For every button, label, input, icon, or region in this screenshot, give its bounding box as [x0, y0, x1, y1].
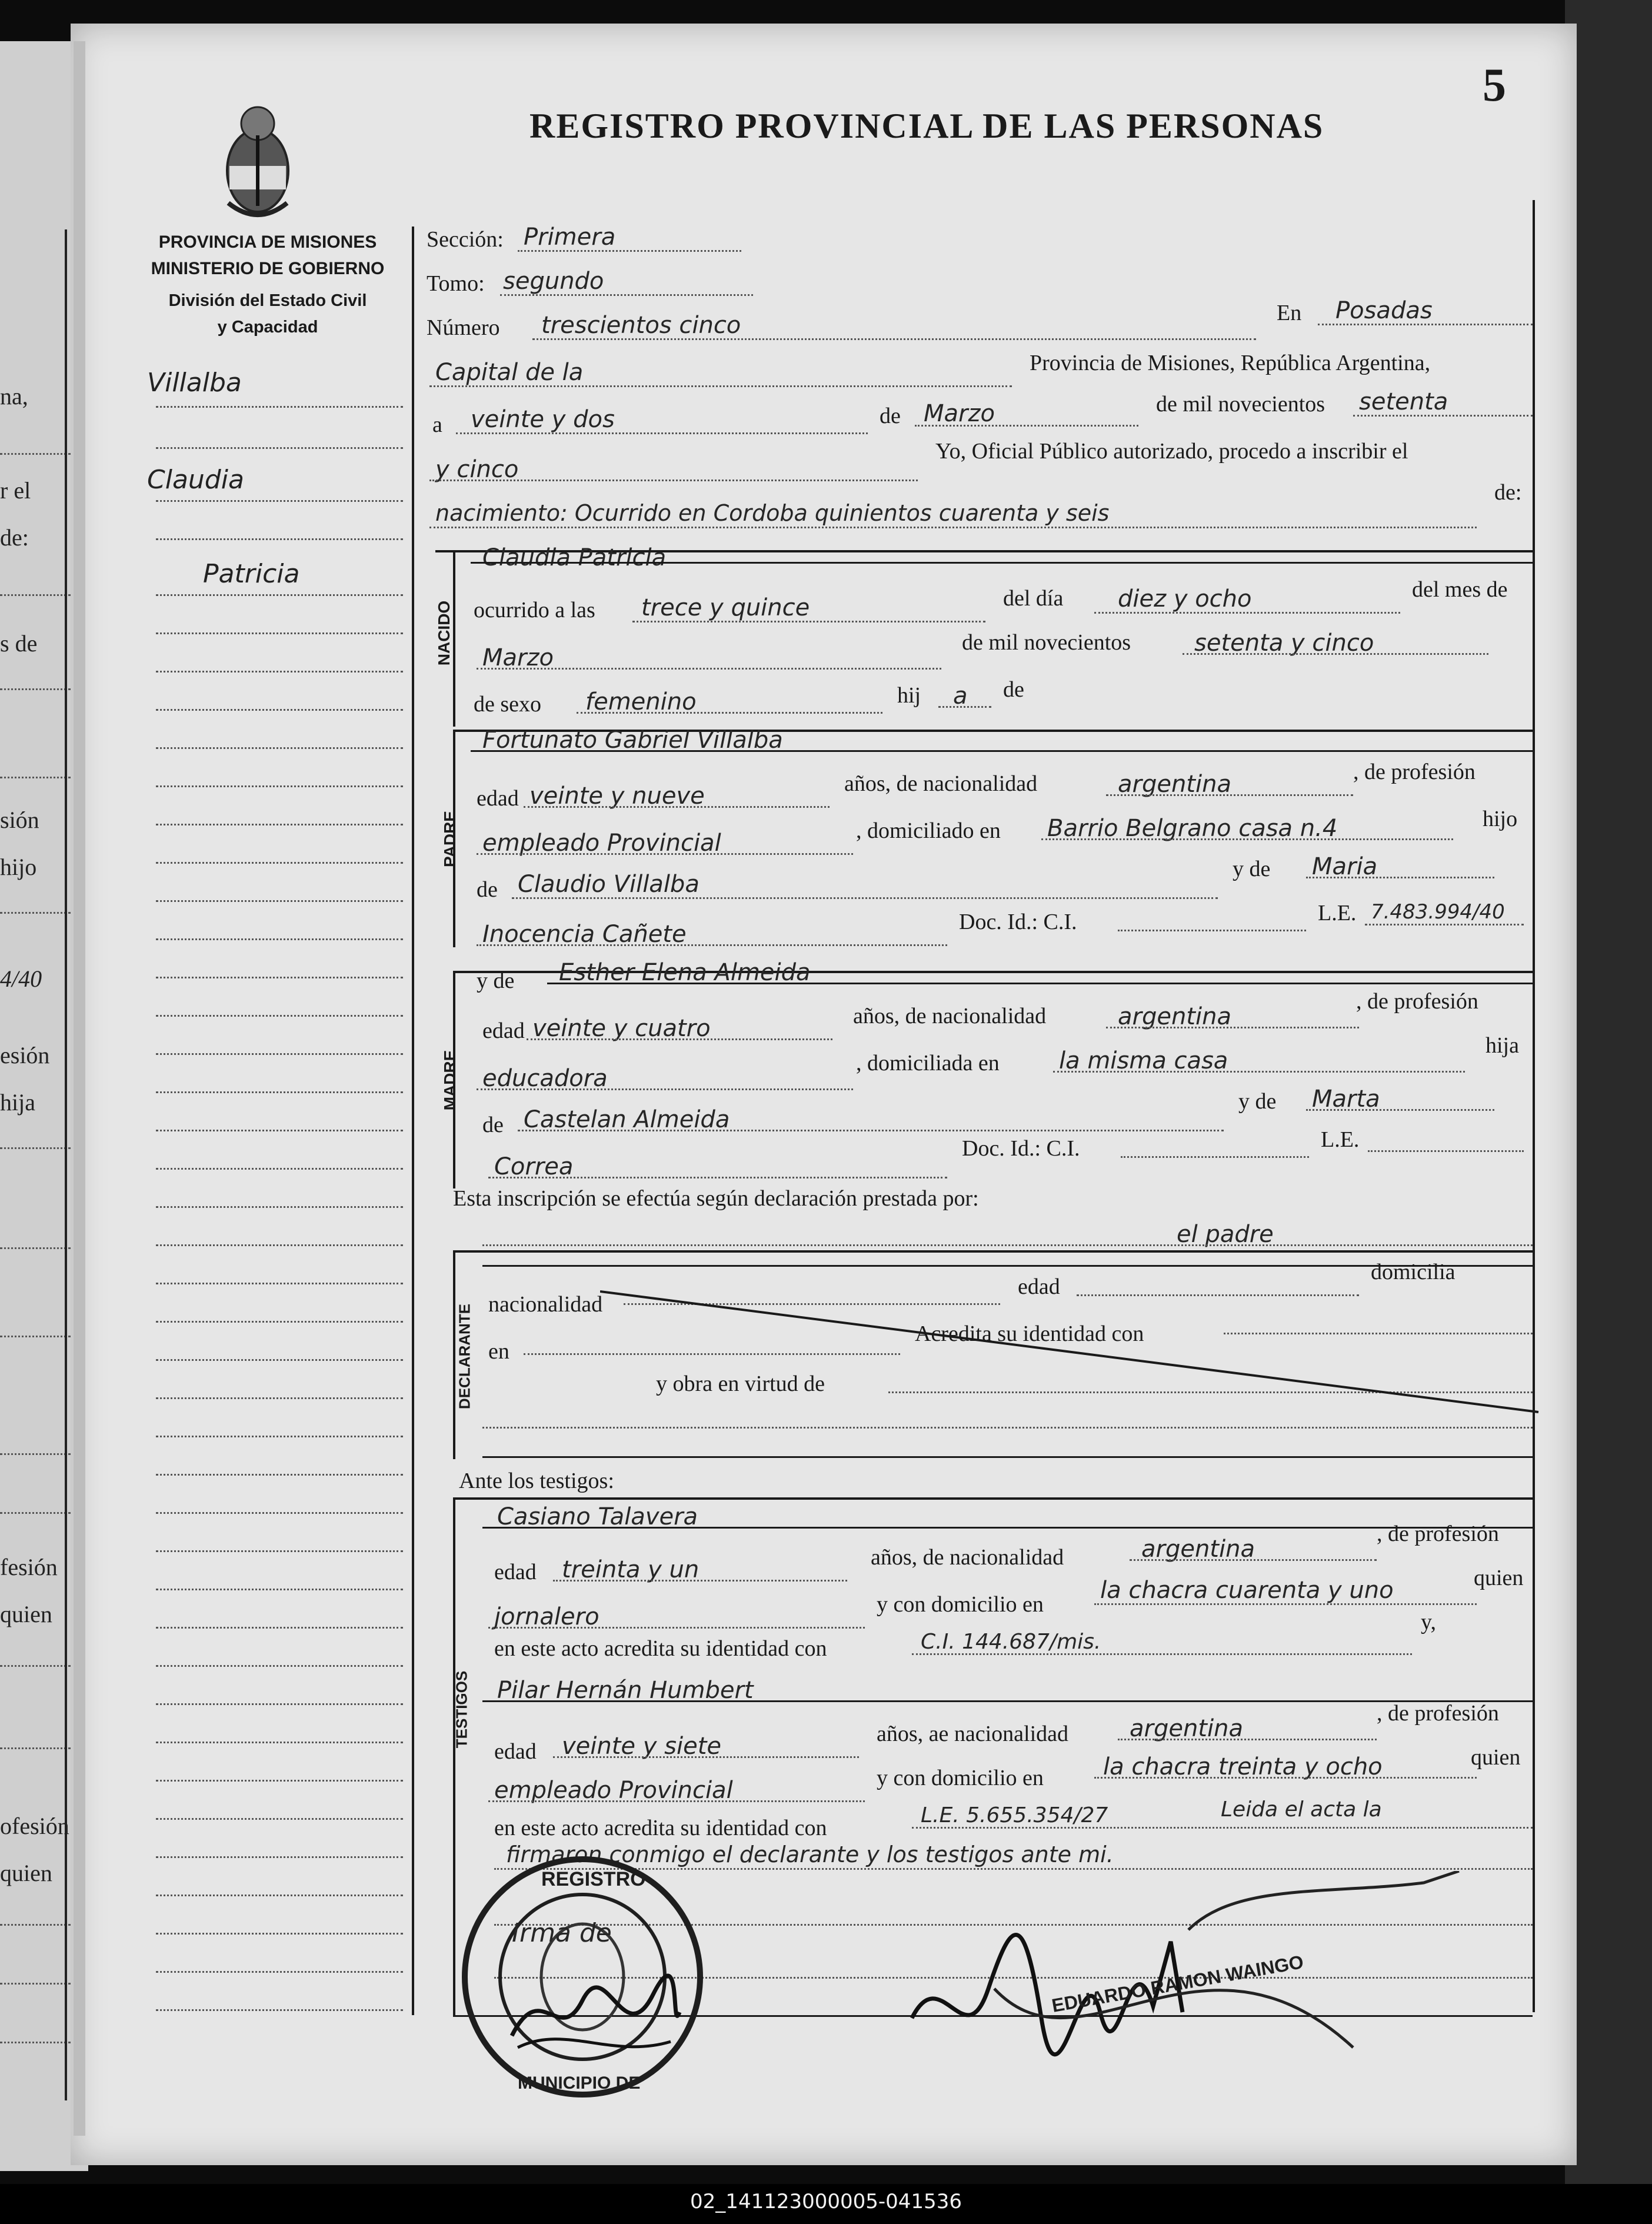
nacido-anio-value: setenta y cinco — [1194, 630, 1374, 657]
del-dia-label: del día — [1003, 586, 1064, 611]
testigo2-acredita-label: en este acto acredita su identidad con — [494, 1816, 827, 1840]
madre-section-label: MADRE — [441, 1050, 459, 1111]
declaracion-label: Esta inscripción se efectúa según declaración prestada por: — [453, 1186, 979, 1211]
testigo1-prof-label: , de profesión — [1377, 1521, 1499, 1546]
madre-prof: educadora — [482, 1065, 608, 1092]
testigo2-nac-label: años, ae nacionalidad — [877, 1722, 1069, 1746]
margin-surname: Villalba — [147, 368, 242, 398]
testigo1-nac: argentina — [1141, 1536, 1255, 1563]
testigo2-nac: argentina — [1130, 1715, 1243, 1742]
left-fragment: quien — [0, 1860, 52, 1886]
testigo1-prof: jornalero — [494, 1603, 599, 1630]
hija-label: hija — [1486, 1033, 1519, 1058]
left-fragment: 4/40 — [0, 965, 42, 992]
image-identifier: 02_141123000005-041536 — [690, 2190, 962, 2213]
testigo2-prof: empleado Provincial — [494, 1777, 733, 1804]
testigo1-nombre: Casiano Talavera — [497, 1503, 698, 1530]
testigos-section-label: TESTIGOS — [452, 1670, 471, 1749]
nacimiento-value: nacimiento: Ocurrido en Cordoba quinientos cuarenta y seis — [435, 500, 1110, 526]
madre-nac-label: años, de nacionalidad — [853, 1004, 1047, 1028]
left-fragment: fesión — [0, 1554, 58, 1580]
nacido-section-label: NACIDO — [435, 600, 453, 666]
left-fragment: s de — [0, 630, 38, 657]
official-signature — [906, 1871, 1471, 2095]
madre-edad: veinte y cuatro — [532, 1015, 711, 1042]
dia-value: veinte y dos — [471, 406, 615, 433]
ciudad-value: Capital de la — [435, 359, 584, 386]
declarante-section-label: DECLARANTE — [455, 1303, 474, 1410]
authority-line: División del Estado Civil — [168, 291, 367, 310]
seal-bottom-text: MUNICIPIO DE — [518, 2073, 641, 2093]
margin-divider — [412, 227, 414, 2015]
anio-value-2: y cinco — [435, 456, 519, 483]
a-label: a — [432, 412, 442, 437]
seccion-label: Sección: — [427, 227, 504, 252]
testigo1-nac-label: años, de nacionalidad — [871, 1545, 1064, 1570]
numero-label: Número — [427, 315, 500, 340]
padre-doc-label: Doc. Id.: C.I. — [959, 910, 1077, 934]
madre-nac: argentina — [1118, 1003, 1231, 1030]
testigo2-doc: L.E. 5.655.354/27 — [921, 1803, 1108, 1827]
page-gutter — [74, 41, 85, 2136]
testigo1-quien-label: quien — [1474, 1566, 1524, 1590]
left-fragment: quien — [0, 1601, 52, 1627]
anio-label: de mil novecientos — [1156, 392, 1325, 417]
page-number: 5 — [1483, 59, 1506, 111]
document-title: REGISTRO PROVINCIAL DE LAS PERSONAS — [529, 106, 1324, 145]
oficial-text: Yo, Oficial Público autorizado, procedo a inscribir el — [935, 439, 1408, 464]
madre-prof-label: , de profesión — [1356, 989, 1478, 1014]
right-border — [1533, 200, 1535, 2012]
padre-edad-label: edad — [477, 786, 519, 811]
coat-of-arms-icon — [217, 100, 299, 229]
padre-edad: veinte y nueve — [529, 783, 705, 810]
anio-value: setenta — [1359, 388, 1448, 415]
tomo-label: Tomo: — [427, 271, 485, 296]
padre-nac-label: años, de nacionalidad — [844, 771, 1038, 796]
del-mes-label: del mes de — [1412, 577, 1508, 602]
testigo1-acredita-label: en este acto acredita su identidad con — [494, 1636, 827, 1661]
y-label: y, — [1421, 1610, 1437, 1634]
left-fragment: esión — [0, 1042, 50, 1068]
sexo-label: de sexo — [474, 692, 542, 717]
left-fragment: na, — [0, 383, 28, 409]
testigo2-nombre: Pilar Hernán Humbert — [497, 1677, 754, 1704]
madre-domicilio-label: , domiciliada en — [856, 1051, 1000, 1076]
padre-le-label: L.E. — [1318, 901, 1357, 925]
padre-domicilio: Barrio Belgrano casa n.4 — [1047, 815, 1338, 842]
hij-label: hij — [897, 683, 921, 708]
authority-line: y Capacidad — [217, 318, 318, 337]
mes-value: Marzo — [924, 400, 995, 427]
provincia-text: Provincia de Misiones, República Argentina, — [1030, 351, 1431, 375]
padre-le: 7.483.994/40 — [1371, 900, 1505, 924]
de-label: de — [880, 404, 901, 428]
left-fragment: sión — [0, 807, 39, 833]
testigo2-edad: veinte y siete — [562, 1733, 721, 1760]
seccion-value: Primera — [524, 224, 616, 251]
testigo2-edad-label: edad — [494, 1739, 537, 1764]
nacido-nombre: Claudia Patricia — [482, 544, 667, 571]
margin-name: Claudia — [147, 465, 244, 495]
padre-y-de-label: y de — [1233, 857, 1271, 881]
en-label: En — [1277, 301, 1302, 325]
madre-domicilio: la misma casa — [1059, 1047, 1228, 1074]
hij-value: a — [953, 682, 968, 710]
testigo2-domicilio-label: y con domicilio en — [877, 1766, 1044, 1790]
testigo1-domicilio-label: y con domicilio en — [877, 1592, 1044, 1617]
authority-line: MINISTERIO DE GOBIERNO — [151, 259, 385, 278]
declarante-acredita-label: Acredita su identidad con — [915, 1321, 1144, 1346]
nacido-mes-value: Marzo — [482, 644, 554, 671]
tomo-value: segundo — [503, 268, 604, 295]
madre-edad-label: edad — [482, 1018, 525, 1043]
padre-nac: argentina — [1118, 771, 1231, 798]
declaracion-value: el padre — [1177, 1221, 1274, 1248]
padre-nombre: Fortunato Gabriel Villalba — [482, 727, 783, 754]
authority-line: PROVINCIA DE MISIONES — [158, 232, 377, 252]
madre-madre: Marta — [1312, 1086, 1380, 1113]
testigo1-edad: treinta y un — [562, 1556, 700, 1583]
declarante-nacionalidad-label: nacionalidad — [488, 1292, 603, 1317]
madre-doc-label: Doc. Id.: C.I. — [962, 1136, 1080, 1161]
de-label-2: de: — [1494, 480, 1522, 505]
madre-madre-2: Correa — [494, 1153, 574, 1180]
madre-nombre: Esther Elena Almeida — [559, 959, 811, 986]
padre-prof: empleado Provincial — [482, 830, 721, 857]
signature-label: Irma de — [512, 1918, 612, 1948]
official-stamp-name: EDUARDO RAMON WAINGO — [1050, 1951, 1305, 2016]
testigo2-domicilio: la chacra treinta y ocho — [1103, 1753, 1383, 1780]
padre-de-label: de — [477, 877, 498, 902]
testigo2-prof-label: , de profesión — [1377, 1701, 1499, 1726]
testigo1-domicilio: la chacra cuarenta y uno — [1100, 1577, 1394, 1604]
padre-madre: Maria — [1312, 853, 1378, 880]
left-fragment: hija — [0, 1089, 35, 1116]
madre-padre: Castelan Almeida — [524, 1106, 730, 1133]
numero-value: trescientos cinco — [541, 312, 741, 339]
ante-testigos-label: Ante los testigos: — [459, 1469, 614, 1493]
en-value: Posadas — [1335, 297, 1433, 324]
seal-text: REGISTRO — [541, 1868, 646, 1890]
madre-y-de-label: y de — [1238, 1089, 1277, 1114]
nacido-anio-label: de mil novecientos — [962, 630, 1131, 655]
cancel-strike-line — [600, 1286, 1541, 1421]
declarante-en-label: en — [488, 1339, 509, 1364]
testigo2-quien-label: quien — [1471, 1745, 1521, 1770]
padre-section-label: PADRE — [441, 811, 459, 867]
padre-domicilio-label: , domiciliado en — [856, 818, 1001, 843]
nacido-dia-value: diez y ocho — [1118, 585, 1252, 612]
madre-de-label: de — [482, 1113, 504, 1137]
testigo1-doc: C.I. 144.687/mis. — [921, 1630, 1101, 1654]
left-fragment: hijo — [0, 854, 37, 880]
hijo-label: hijo — [1483, 807, 1518, 831]
padre-madre-2: Inocencia Cañete — [482, 921, 687, 948]
madre-le-label: L.E. — [1321, 1127, 1360, 1152]
padre-padre: Claudio Villalba — [518, 871, 700, 898]
padre-prof-label: , de profesión — [1353, 760, 1476, 784]
left-page-border — [65, 229, 67, 2100]
hora-value: trece y quince — [641, 594, 810, 621]
sexo-value: femenino — [585, 688, 697, 715]
declarante-obra-label: y obra en virtud de — [656, 1371, 825, 1396]
madre-y-de-label: y de — [477, 968, 515, 993]
margin-name-2: Patricia — [203, 559, 300, 589]
page-edge-shadow — [1565, 0, 1652, 2189]
declarante-domicilia-label: domicilia — [1371, 1260, 1456, 1284]
ocurrido-label: ocurrido a las — [474, 598, 595, 622]
nacido-de-label: de — [1003, 677, 1024, 702]
testigo1-edad-label: edad — [494, 1560, 537, 1584]
left-fragment: de: — [0, 524, 29, 551]
declarante-edad-label: edad — [1018, 1274, 1060, 1299]
left-fragment: r el — [0, 477, 31, 504]
leida-text: Leida el acta la — [1221, 1797, 1382, 1822]
firmaron-text: firmaron conmigo el declarante y los testigos ante mi. — [506, 1842, 1114, 1867]
witness-signature — [506, 1965, 682, 2059]
left-fragment: ofesión — [0, 1813, 69, 1839]
